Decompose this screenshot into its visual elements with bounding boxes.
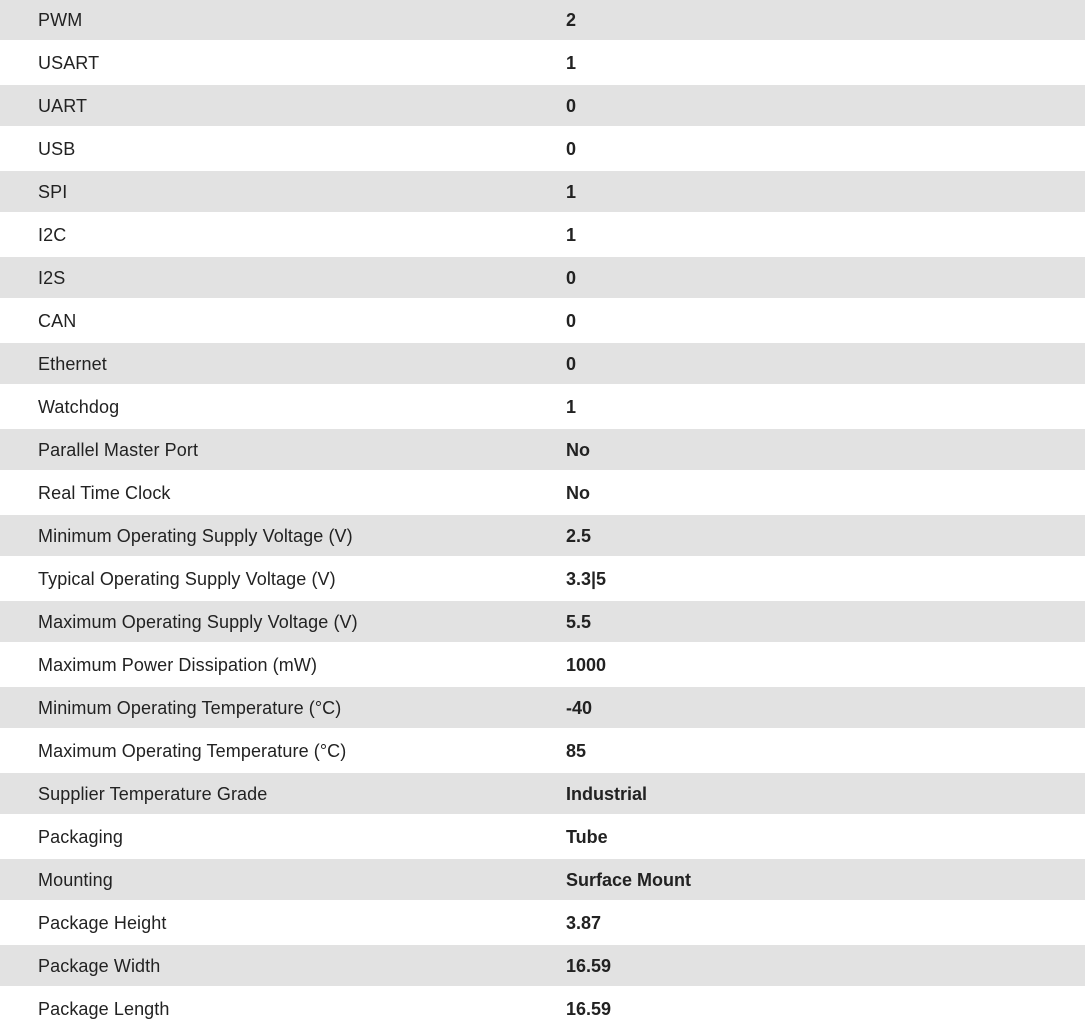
spec-value: 1 xyxy=(566,171,1085,212)
spec-row-package-length xyxy=(0,986,1085,1031)
spec-label: Parallel Master Port xyxy=(0,429,566,470)
spec-row-min-temperature xyxy=(0,687,1085,728)
spec-value: 16.59 xyxy=(566,986,1085,1031)
spec-row-package-width xyxy=(0,945,1085,986)
spec-label: Package Height xyxy=(0,900,566,945)
spec-label: CAN xyxy=(0,298,566,343)
spec-row-packaging xyxy=(0,814,1085,859)
spec-value: No xyxy=(566,470,1085,515)
spec-value: 5.5 xyxy=(566,601,1085,642)
spec-row-usart xyxy=(0,40,1085,85)
spec-value: Industrial xyxy=(566,773,1085,814)
spec-row-i2c xyxy=(0,212,1085,257)
spec-value: Tube xyxy=(566,814,1085,859)
spec-value: 1 xyxy=(566,384,1085,429)
spec-label: USART xyxy=(0,40,566,85)
spec-label: Minimum Operating Temperature (°C) xyxy=(0,687,566,728)
spec-label: I2S xyxy=(0,257,566,298)
spec-row-max-temperature xyxy=(0,728,1085,773)
spec-row-min-supply-voltage xyxy=(0,515,1085,556)
spec-row-typ-supply-voltage xyxy=(0,556,1085,601)
spec-value: 3.3|5 xyxy=(566,556,1085,601)
spec-label: Packaging xyxy=(0,814,566,859)
spec-label: SPI xyxy=(0,171,566,212)
spec-value: 1 xyxy=(566,40,1085,85)
spec-label: Real Time Clock xyxy=(0,470,566,515)
spec-row-can xyxy=(0,298,1085,343)
spec-row-max-power-dissipation xyxy=(0,642,1085,687)
spec-row-usb xyxy=(0,126,1085,171)
spec-label: Supplier Temperature Grade xyxy=(0,773,566,814)
spec-row-package-height xyxy=(0,900,1085,945)
spec-value: 0 xyxy=(566,126,1085,171)
spec-value: 16.59 xyxy=(566,945,1085,986)
spec-row-i2s xyxy=(0,257,1085,298)
spec-value: 1000 xyxy=(566,642,1085,687)
spec-row-real-time-clock xyxy=(0,470,1085,515)
spec-row-ethernet xyxy=(0,343,1085,384)
spec-label: Mounting xyxy=(0,859,566,900)
spec-row-watchdog xyxy=(0,384,1085,429)
spec-value: -40 xyxy=(566,687,1085,728)
spec-label: USB xyxy=(0,126,566,171)
spec-value: 3.87 xyxy=(566,900,1085,945)
spec-value: 0 xyxy=(566,298,1085,343)
spec-label: Watchdog xyxy=(0,384,566,429)
spec-value: No xyxy=(566,429,1085,470)
spec-label: Package Length xyxy=(0,986,566,1031)
spec-label: Maximum Operating Temperature (°C) xyxy=(0,728,566,773)
spec-value: 2 xyxy=(566,0,1085,40)
spec-row-mounting xyxy=(0,859,1085,900)
spec-value: 0 xyxy=(566,85,1085,126)
spec-label: Maximum Operating Supply Voltage (V) xyxy=(0,601,566,642)
spec-label: I2C xyxy=(0,212,566,257)
spec-row-parallel-master-port xyxy=(0,429,1085,470)
spec-label: Minimum Operating Supply Voltage (V) xyxy=(0,515,566,556)
spec-label: PWM xyxy=(0,0,566,40)
spec-row-pwm xyxy=(0,0,1085,40)
spec-label: Package Width xyxy=(0,945,566,986)
spec-label: Typical Operating Supply Voltage (V) xyxy=(0,556,566,601)
spec-value: Surface Mount xyxy=(566,859,1085,900)
spec-value: 2.5 xyxy=(566,515,1085,556)
spec-label: Maximum Power Dissipation (mW) xyxy=(0,642,566,687)
spec-row-temperature-grade xyxy=(0,773,1085,814)
spec-row-max-supply-voltage xyxy=(0,601,1085,642)
spec-value: 0 xyxy=(566,343,1085,384)
spec-label: Ethernet xyxy=(0,343,566,384)
spec-value: 1 xyxy=(566,212,1085,257)
spec-label: UART xyxy=(0,85,566,126)
spec-row-uart xyxy=(0,85,1085,126)
spec-value: 0 xyxy=(566,257,1085,298)
spec-value: 85 xyxy=(566,728,1085,773)
spec-row-spi xyxy=(0,171,1085,212)
